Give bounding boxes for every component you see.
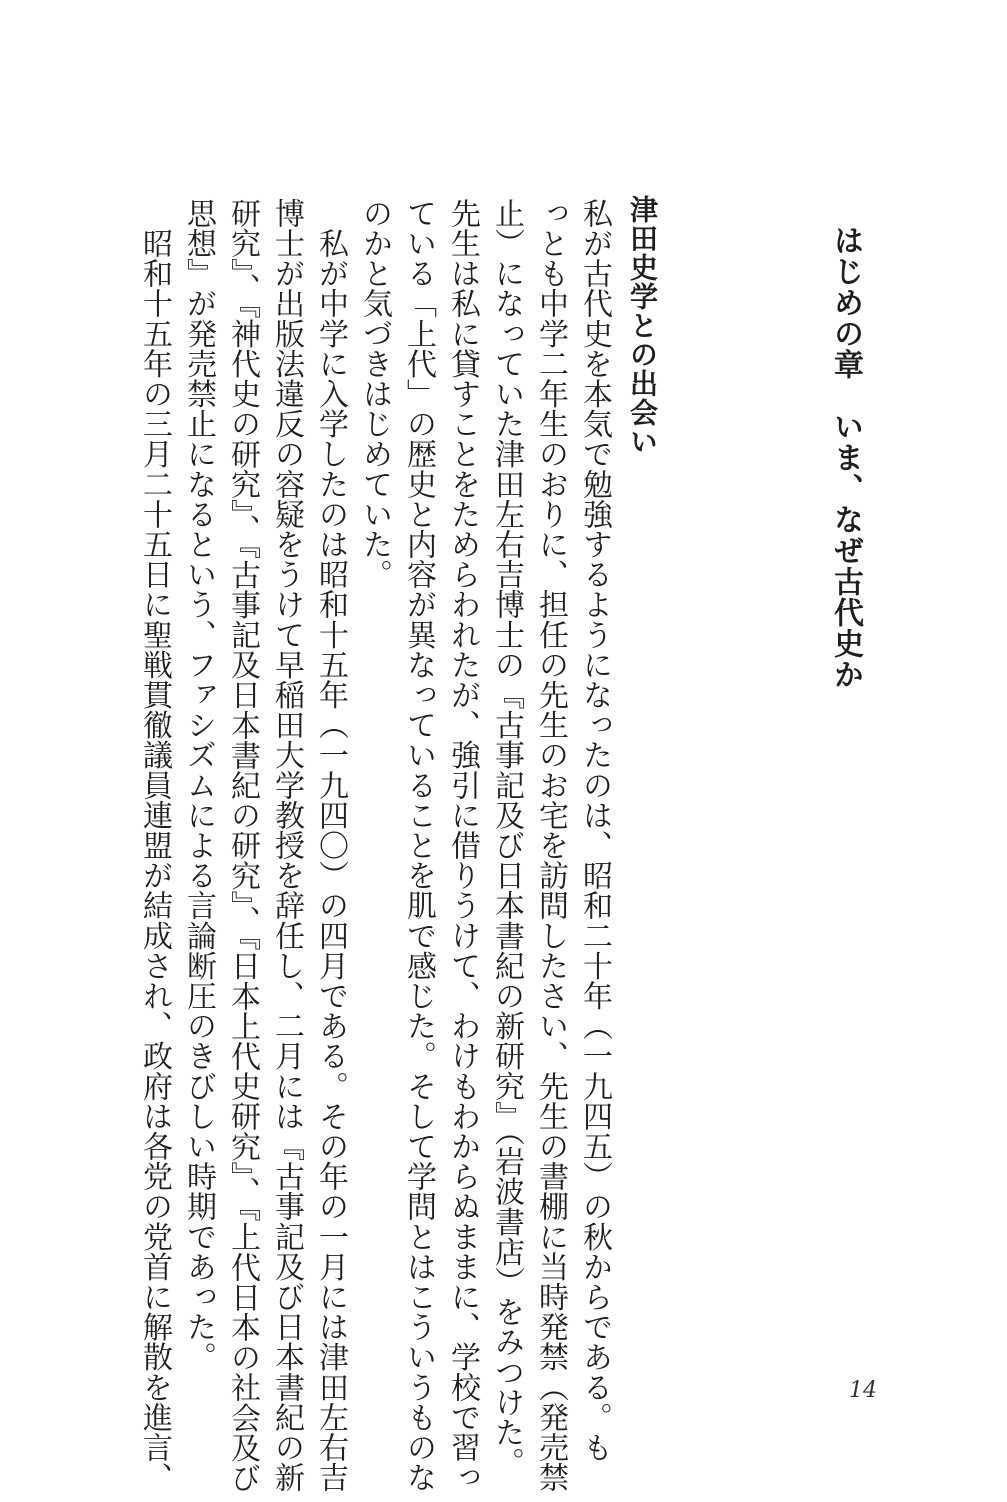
chapter-title: はじめの章 いま、なぜ古代史か: [828, 225, 863, 690]
body-line: 止）になっていた津田左右吉博士の『古事記及び日本書紀の新研究』（岩波書店）をみつけた。: [489, 198, 524, 1478]
body-line: っとも中学二年生のおりに、担任の先生のお宅を訪問したさい、先生の書棚に当時発禁（発売禁: [533, 198, 568, 1493]
body-line: 研究』、『神代史の研究』、『古事記及日本書紀の研究』、『日本上代史研究』、『上代日本の社会及び: [225, 198, 260, 1493]
body-line: 思想』が発売禁止になるという、ファシズムによる言論断圧のきびしい時期であった。: [181, 198, 216, 1372]
body-line: ている「上代」の歴史と内容が異なっていることを肌で感じた。そして学問とはこういうものな: [401, 198, 436, 1493]
body-line: 先生は私に貸すことをためらわれたが、強引に借りうけて、わけもわからぬままに、学校で習っ: [445, 198, 480, 1493]
body-line: 私が古代史を本気で勉強するようになったのは、昭和二十年（一九四五）の秋からである。も: [577, 198, 612, 1463]
body-line: 博士が出版法違反の容疑をうけて早稲田大学教授を辞任し、二月には『古事記及び日本書紀の新: [269, 198, 304, 1493]
body-line: のかと気づきはじめていた。: [357, 198, 392, 590]
page-number: 14: [849, 1378, 877, 1403]
section-heading: 津田史学との出会い: [626, 195, 659, 456]
body-line: 私が中学に入学したのは昭和十五年（一九四〇）の四月である。その年の一月には津田左右吉: [313, 198, 348, 1493]
body-line: 昭和十五年の三月二十五日に聖戦貫徹議員連盟が結成され、政府は各党の党首に解散を進言、: [137, 198, 172, 1493]
